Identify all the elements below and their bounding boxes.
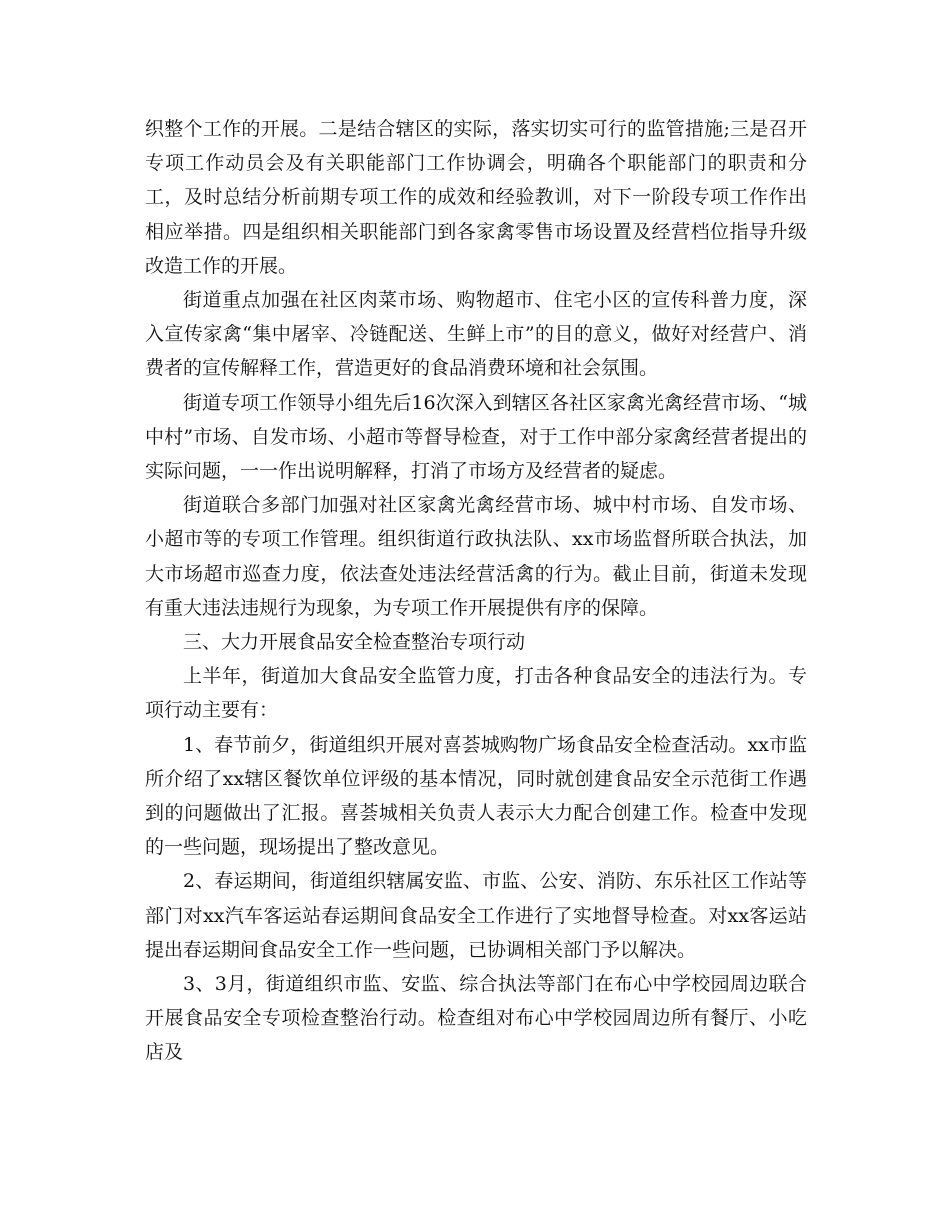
section-heading-3: 三、大力开展食品安全检查整治专项行动 — [183, 631, 526, 654]
paragraph-2: 街道重点加强在社区肉菜市场、购物超市、住宅小区的宣传科普力度，深入宣传家禽“集中屠宰、冷链配送、生鲜上市”的目的意义，做好对经营户、消费者的宣传解释工作，营造更好的食品消费环境和社会氛围。 — [145, 289, 807, 380]
paragraph-5: 上半年，街道加大食品安全监管力度，打击各种食品安全的违法行为。专项行动主要有： — [145, 665, 807, 722]
document-page — [145, 112, 807, 1070]
list-item-3: 3、3月，街道组织市监、安监、综合执法等部门在布心中学校园周边联合开展食品安全专项检查整治行动。检查组对布心中学校园周边所有餐厅、小吃店及 — [145, 973, 807, 1064]
paragraph-4: 街道联合多部门加强对社区家禽光禽经营市场、城中村市场、自发市场、小超市等的专项工作管理。组织街道行政执法队、xx市场监督所联合执法，加大市场超市巡查力度，依法查处违法经营活禽的行为。截止目前，街道未发现有重大违法违规行为现象，为专项工作开展提供有序的保障。 — [145, 494, 807, 619]
paragraph-1: 织整个工作的开展。二是结合辖区的实际，落实切实可行的监管措施;三是召开专项工作动员会及有关职能部门工作协调会，明确各个职能部门的职责和分工，及时总结分析前期专项工作的成效和经验教训，对下一阶段专项工作作出相应举措。四是组织相关职能部门到各家禽零售市场设置及经营档位指导升级改造工作的开展。 — [145, 118, 807, 277]
list-item-2: 2、春运期间，街道组织辖属安监、市监、公安、消防、东乐社区工作站等部门对xx汽车客运站春运期间食品安全工作进行了实地督导检查。对xx客运站提出春运期间食品安全工作一些问题，已协调相关部门予以解决。 — [145, 870, 807, 961]
list-item-1: 1、春节前夕，街道组织开展对喜荟城购物广场食品安全检查活动。xx市监所介绍了xx辖区餐饮单位评级的基本情况，同时就创建食品安全示范街工作遇到的问题做出了汇报。喜荟城相关负责人表示大力配合创建工作。检查中发现的一些问题，现场提出了整改意见。 — [145, 733, 807, 859]
paragraph-3: 街道专项工作领导小组先后16次深入到辖区各社区家禽光禽经营市场、“城中村”市场、自发市场、小超市等督导检查，对于工作中部分家禽经营者提出的实际问题，一一作出说明解释，打消了市场方及经营者的疑虑。 — [145, 391, 807, 483]
